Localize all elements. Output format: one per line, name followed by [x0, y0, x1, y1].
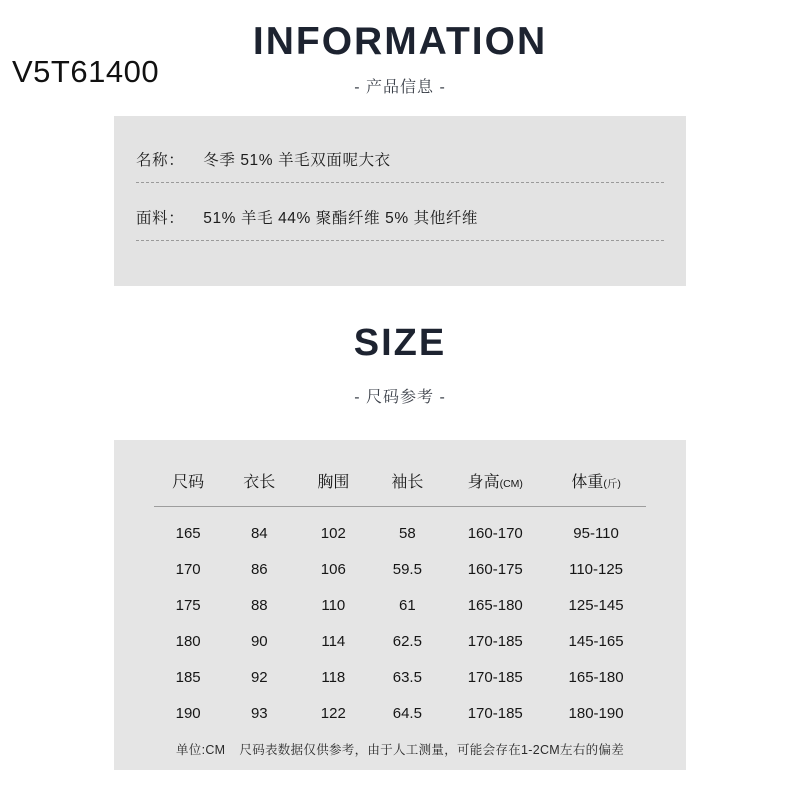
table-header-cell — [222, 468, 296, 507]
information-subtitle: - 产品信息 - — [354, 79, 446, 96]
size-title: SIZE — [353, 322, 447, 364]
table-cell: 160-170 — [467, 525, 523, 542]
size-table-head — [154, 468, 646, 507]
table-row — [154, 696, 646, 732]
information-row-fabric-value: 51% 羊毛 44% 聚酯纤维 5% 其他纤维 — [203, 210, 479, 227]
information-row-name-value: 冬季 51% 羊毛双面呢大衣 — [203, 152, 391, 169]
table-header-cell — [546, 468, 646, 507]
table-cell: 170 — [175, 561, 201, 578]
table-cell: 64.5 — [392, 705, 422, 722]
table-cell: 93 — [250, 705, 268, 722]
table-row — [154, 660, 646, 696]
table-header-cell — [444, 468, 546, 507]
size-note-unit: 单位:CM — [175, 743, 226, 757]
table-cell: 58 — [398, 525, 416, 542]
column-unit: (CM) — [499, 478, 523, 490]
size-table — [154, 468, 646, 732]
table-cell: 122 — [320, 705, 346, 722]
column-label: 胸围 — [317, 474, 350, 491]
table-cell: 106 — [320, 561, 346, 578]
table-row — [154, 588, 646, 624]
table-cell: 92 — [250, 669, 268, 686]
table-cell: 110 — [321, 597, 346, 614]
table-cell: 170-185 — [467, 669, 523, 686]
divider-2 — [136, 240, 664, 241]
table-cell: 63.5 — [392, 669, 422, 686]
table-cell: 61 — [398, 597, 416, 614]
column-label: 身高 — [467, 474, 500, 491]
table-cell: 62.5 — [392, 633, 422, 650]
table-cell: 90 — [250, 633, 268, 650]
column-label: 衣长 — [243, 474, 276, 491]
table-header-row — [154, 468, 646, 507]
table-cell: 88 — [250, 597, 268, 614]
information-title: INFORMATION — [252, 20, 548, 63]
table-row — [154, 507, 646, 553]
table-cell: 114 — [321, 633, 346, 650]
table-row — [154, 552, 646, 588]
size-note — [114, 740, 686, 758]
table-cell: 165-180 — [568, 669, 624, 686]
size-subtitle: - 尺码参考 - — [354, 389, 446, 406]
column-label: 袖长 — [391, 474, 424, 491]
table-cell: 95-110 — [573, 525, 619, 542]
table-cell: 160-175 — [467, 561, 523, 578]
table-cell: 165-180 — [467, 597, 523, 614]
information-panel — [114, 116, 686, 286]
information-row-name-label: 名称： — [136, 152, 185, 169]
table-row — [154, 624, 646, 660]
table-cell: 145-165 — [568, 633, 624, 650]
column-label: 体重 — [571, 474, 604, 491]
divider-1 — [136, 182, 664, 183]
column-label: 尺码 — [172, 474, 205, 491]
size-table-body — [154, 507, 646, 733]
table-header-cell — [370, 468, 444, 507]
table-cell: 59.5 — [392, 561, 422, 578]
information-row-fabric — [136, 206, 664, 228]
table-cell: 118 — [321, 669, 346, 686]
column-unit: (斤) — [603, 478, 621, 490]
table-cell: 170-185 — [467, 705, 523, 722]
table-header-cell — [296, 468, 370, 507]
table-cell: 175 — [175, 597, 201, 614]
table-cell: 102 — [320, 525, 346, 542]
information-row-name — [136, 148, 664, 170]
size-panel — [114, 440, 686, 770]
size-note-text: 尺码表数据仅供参考，由于人工测量，可能会存在1-2CM左右的偏差 — [239, 743, 625, 757]
table-header-cell — [154, 468, 222, 507]
table-cell: 125-145 — [568, 597, 624, 614]
table-cell: 170-185 — [467, 633, 523, 650]
table-cell: 190 — [175, 705, 201, 722]
table-cell: 185 — [175, 669, 201, 686]
sku-code: V5T61400 — [12, 54, 160, 89]
table-cell: 84 — [250, 525, 268, 542]
table-cell: 180-190 — [568, 705, 624, 722]
table-cell: 110-125 — [569, 561, 624, 578]
table-cell: 180 — [175, 633, 201, 650]
table-cell: 165 — [175, 525, 201, 542]
information-row-fabric-label: 面料： — [136, 210, 185, 227]
table-cell: 86 — [250, 561, 268, 578]
